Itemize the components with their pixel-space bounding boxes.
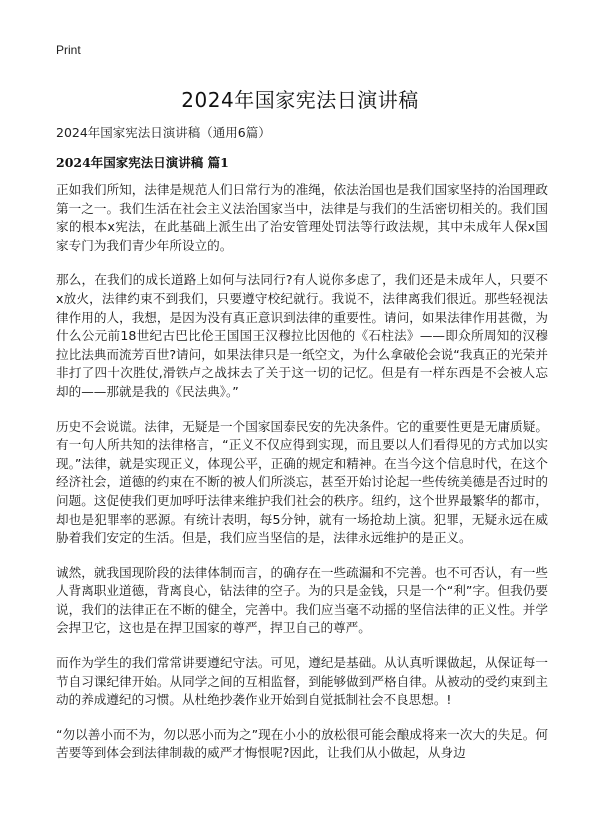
paragraph-6: “勿以善小而不为，勿以恶小而为之”现在小小的放松很可能会酿成将来一次大的失足。何苦要等到体会到法律制裁的威严才悔恨呢?因此，让我们从小做起，从身边 bbox=[56, 726, 548, 761]
section-heading: 2024年国家宪法日演讲稿 篇1 bbox=[56, 155, 229, 170]
document-body bbox=[56, 181, 548, 779]
print-label: Print bbox=[56, 43, 81, 57]
document-title: 2024年国家宪法日演讲稿 bbox=[181, 88, 419, 112]
paragraph-3: 历史不会说谎。法律，无疑是一个国家国泰民安的先决条件。它的重要性更是无庸质疑。有一句人所共知的法律格言，“正义不仅应得到实现，而且要以人们看得见的方式加以实现。”法律，就是实现正义，体现公平，正确的规定和精神。在当今这个信息时代，在这个经济社会，道德的约束在不断的被人们所淡忘，甚至开始讨论起一些传统美德是否过时的问题。这促使我们更加呼吁法律来维护我们社会的秩序。纽约，这个世界最繁华的都市，却也是犯罪率的恶源。有统计表明，每5分钟，就有一场抢劫上演。犯罪，无疑永远在威胁着我们安定的生活。但是，我们应当坚信的是，法律永远维护的是正义。 bbox=[56, 418, 548, 546]
document-subtitle: 2024年国家宪法日演讲稿（通用6篇） bbox=[56, 125, 271, 140]
paragraph-5: 而作为学生的我们常常讲要遵纪守法。可见，遵纪是基础。从认真听课做起，从保证每一节自习课纪律开始。从同学之间的互相监督，到能够做到严格自律。从被动的受约束到主动的养成遵纪的习惯。从杜绝抄袭作业开始到自觉抵制社会不良思想。! bbox=[56, 655, 548, 708]
paragraph-2: 那么，在我们的成长道路上如何与法同行?有人说你多虑了，我们还是未成年人，只要不x放火，法律约束不到我们，只要遵守校纪就行。我说不，法律离我们很近。那些轻视法律作用的人，我想，是因为没有真正意识到法律的重要性。请问，如果法律作用甚微，为什么公元前18世纪古巴比伦王国国王汉穆拉比因他的《石柱法》——即众所周知的汉穆拉比法典而流芳百世?请问，如果法律只是一纸空文，为什么拿破伦会说“我真正的光荣并非打了四十次胜仗,滑铁卢之战抹去了关于这一切的记忆。但是有一样东西是不会被人忘却的——那就是我的《民法典》。” bbox=[56, 272, 548, 399]
paragraph-1: 正如我们所知，法律是规范人们日常行为的准绳，依法治国也是我们国家坚持的治国理政第一之一。我们生活在社会主义法治国家当中，法律是与我们的生活密切相关的。我们国家的根本x宪法，在此基础上派生出了治安管理处罚法等行政法规，其中未成年人保x国家专门为我们青少年所设立的。 bbox=[56, 182, 548, 253]
paragraph-4: 诚然，就我国现阶段的法律体制而言，的确存在一些疏漏和不完善。也不可否认，有一些人背离职业道德，背离良心，钻法律的空子。为的只是金钱，只是一个“利”字。但我仍要说，我们的法律正在不断的健全，完善中。我们应当毫不动摇的坚信法律的正义性。并学会捍卫它，这也是在捍卫国家的尊严，捍卫自己的尊严。 bbox=[56, 564, 548, 636]
